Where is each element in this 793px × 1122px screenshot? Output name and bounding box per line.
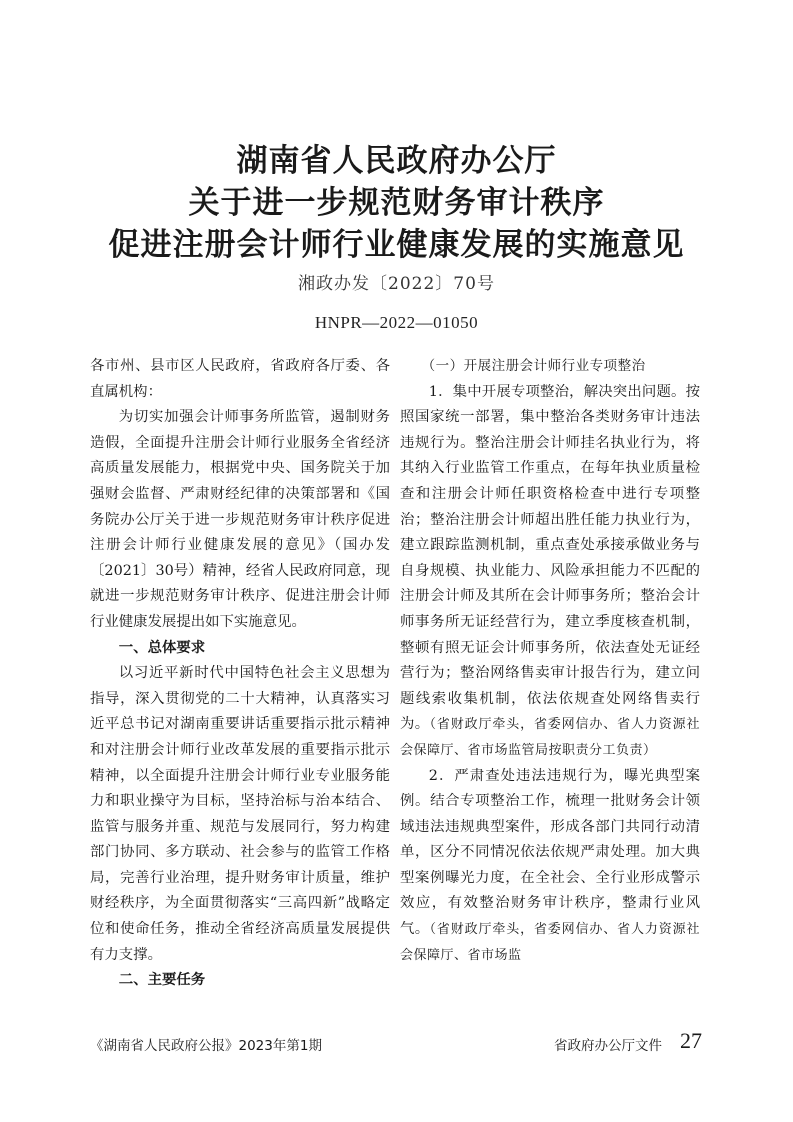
journal-name: 《湖南省人民政府公报》2023年第1期 [90, 1038, 322, 1054]
general-requirements-paragraph: 以习近平新时代中国特色社会主义思想为指导，深入贯彻党的二十大精神，认真落实习近平总书记对湖南重要讲话重要指示批示精神和对注册会计师行业改革发展的重要指示批示精神，以全面提升注册会计师行业专业服务能力和职业操守为目标，坚持治标与治本结合、监管与服务并重、规范与发展同行，努力构建部门协同、多方联动、社会参与的监管工作格局，完善行业治理，提升财务审计质量，维护财经秩序，为全面贯彻落实“三高四新”战略定位和使命任务，推动全省经济高质量发展提供有力支撑。 [90, 665, 390, 963]
task-item-1-text: 1．集中开展专项整治，解决突出问题。按照国家统一部署，集中整治各类财务审计违法违规行为。整治注册会计师挂名执业行为，将其纳入行业监管工作重点，在每年执业质量检查和注册会计师任职资格检查中进行专项整治；整治注册会计师超出胜任能力执业行为，建立跟踪监测机制，重点查处承接承做业务与自身规模、执业能力、风险承担能力不匹配的注册会计师及其所在会计师事务所；整治会计师事务所无证经营行为，建立季度核查机制，整顿有照无证会计师事务所，依法查处无证经营行为；整治网络售卖审计报告行为，建立问题线索收集机制，依法依规查处网络售卖行为。 [400, 383, 700, 733]
right-column [400, 354, 700, 968]
page-number: 27 [680, 1028, 702, 1053]
document-number: 湘政办发〔2022〕70号 [298, 274, 495, 294]
left-column [90, 354, 390, 994]
section-name: 省政府办公厅文件 [554, 1038, 662, 1054]
task-item-1 [400, 380, 700, 764]
section-heading-main-tasks: 二、主要任务 [118, 972, 206, 989]
page-footer [90, 1028, 702, 1058]
task-item-2-note: （省财政厅牵头，省委网信办、省人力资源社会保障厅、省市场监 [400, 922, 700, 963]
document-header [0, 140, 793, 335]
task-item-1-note: （省财政厅牵头，省委网信办、省人力资源社会保障厅、省市场监管局按职责分工负责） [400, 717, 700, 758]
task-item-2-text: 2．严肃查处违法违规行为，曝光典型案例。结合专项整治工作，梳理一批财务会计领域违法违规典型案件，形成各部门共同行动清单，区分不同情况依法依规严肃处理。加大典型案例曝光力度，在全社会、全行业形成警示效应，有效整治财务审计秩序，整肃行业风气。 [400, 767, 700, 938]
document-title-line-1: 湖南省人民政府办公厅 [236, 143, 557, 179]
document-title-line-3: 促进注册会计师行业健康发展的实施意见 [108, 227, 685, 263]
registration-code: HNPR—2022—01050 [314, 313, 479, 332]
subsection-heading: （一）开展注册会计师行业专项整治 [421, 358, 646, 374]
salutation: 各市州、县市区人民政府，省政府各厅委、各直属机构： [90, 358, 390, 400]
intro-paragraph: 为切实加强会计师事务所监管，遏制财务造假，全面提升注册会计师行业服务全省经济高质量发展能力，根据党中央、国务院关于加强财会监督、严肃财经纪律的决策部署和《国务院办公厅关于进一步规范财务审计秩序促进注册会计师行业健康发展的意见》（国办发〔2021〕30号）精神，经省人民政府同意，现就进一步规范财务审计秩序、促进注册会计师行业健康发展提出如下实施意见。 [90, 409, 390, 630]
document-title-line-2: 关于进一步规范财务审计秩序 [188, 185, 605, 221]
task-item-2 [400, 764, 700, 969]
section-heading-general-requirements: 一、总体要求 [118, 639, 206, 656]
